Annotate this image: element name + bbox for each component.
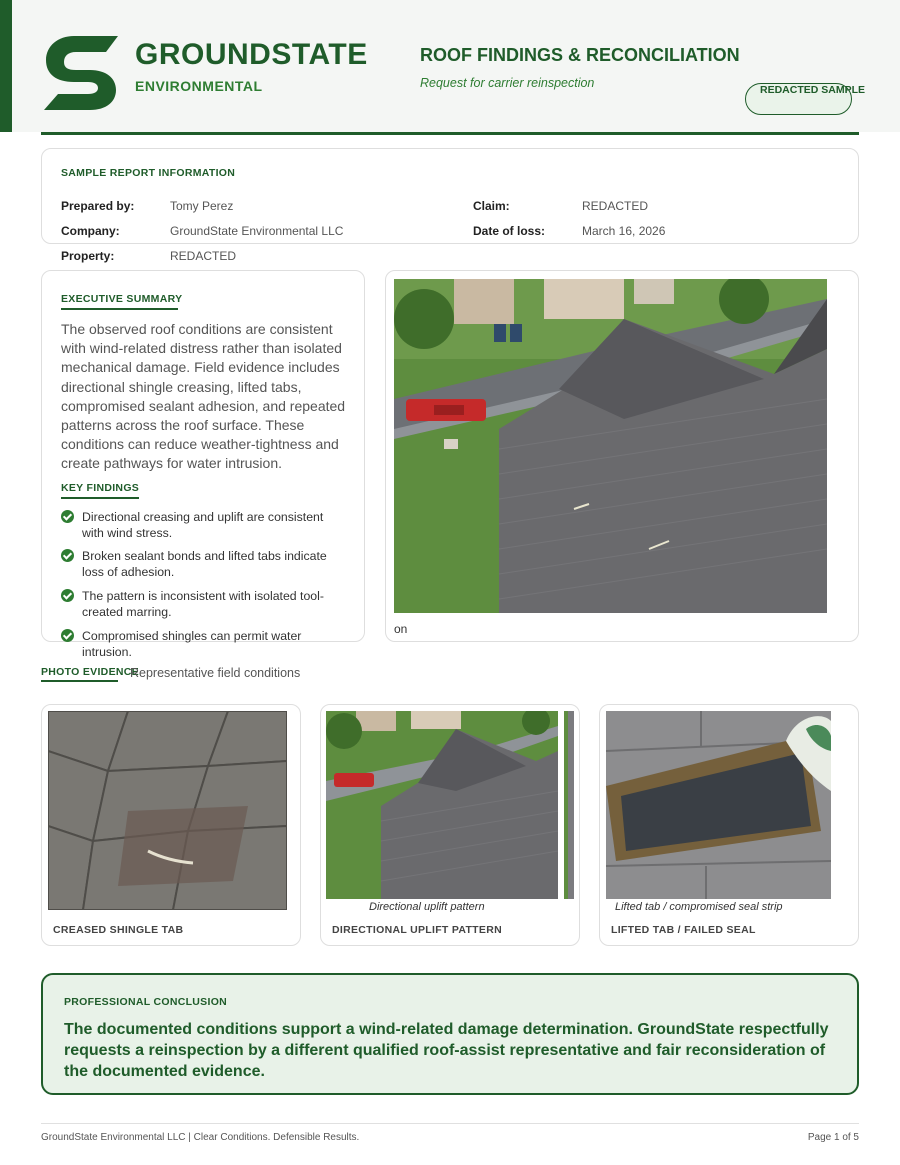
header-divider (41, 132, 859, 135)
document-subtitle: Request for carrier reinspection (420, 76, 595, 90)
photo-inline-caption: Lifted tab / compromised seal strip (615, 901, 783, 912)
photo-label: CREASED SHINGLE TAB (53, 924, 184, 936)
main-photo-caption: on (394, 622, 408, 636)
claim-label: Claim: (473, 199, 510, 213)
document-title: ROOF FINDINGS & RECONCILIATION (420, 45, 740, 65)
directional-uplift-photo (326, 711, 574, 899)
groundstate-logo-icon (40, 32, 120, 112)
check-circle-icon (61, 589, 74, 602)
footer-divider (41, 1123, 859, 1124)
photo-inline-caption: Directional uplift pattern (369, 901, 485, 912)
report-info-card (41, 148, 859, 244)
finding-text: The pattern is inconsistent with isolated tool-created marring. (82, 589, 324, 619)
date-of-loss-value: March 16, 2026 (582, 224, 666, 238)
page-number: Page 1 of 5 (807, 1132, 859, 1143)
professional-conclusion-label: PROFESSIONAL CONCLUSION (64, 996, 228, 1008)
executive-summary-underline (61, 308, 178, 310)
footer-company-tagline: GroundState Environmental LLC | Clear Conditions. Defensible Results. (41, 1132, 360, 1143)
photo-label: DIRECTIONAL UPLIFT PATTERN (332, 924, 502, 936)
left-accent-strip (0, 0, 12, 132)
key-findings-underline (61, 497, 139, 499)
lifted-tab-photo (606, 711, 831, 899)
check-circle-icon (61, 549, 74, 562)
date-of-loss-label: Date of loss: (473, 224, 546, 238)
claim-value: REDACTED (582, 199, 649, 213)
prepared-by-value: Tomy Perez (170, 199, 234, 213)
company-label: Company: (61, 224, 120, 238)
check-circle-icon (61, 629, 74, 642)
executive-summary-text: The observed roof conditions are consistent with wind-related distress rather than isolated mechanical damage. Field evidence includes directional shingle creasing, lifted tabs, compromised sealant adhesion, and repeated patterns across the roof surface. These conditions can reduce weather-tightness and create pathways for water intrusion. (61, 321, 346, 472)
redacted-sample-label: REDACTED SAMPLE (760, 84, 866, 96)
company-value: GroundState Environmental LLC (170, 224, 344, 238)
prepared-by-label: Prepared by: (61, 199, 135, 213)
finding-text: Compromised shingles can permit water intrusion. (82, 629, 302, 659)
brand-name: GROUNDSTATE (135, 38, 368, 71)
key-findings-label: KEY FINDINGS (61, 482, 140, 494)
aerial-roof-photo (394, 279, 827, 613)
photo-evidence-subtitle: Representative field conditions (130, 666, 301, 680)
photo-evidence-label: PHOTO EVIDENCE (41, 666, 139, 678)
finding-text: Broken sealant bonds and lifted tabs indicate loss of adhesion. (82, 549, 327, 579)
property-label: Property: (61, 249, 115, 263)
property-value: REDACTED (170, 249, 237, 263)
photo-label: LIFTED TAB / FAILED SEAL (611, 924, 756, 936)
check-circle-icon (61, 510, 74, 523)
report-info-label: SAMPLE REPORT INFORMATION (61, 167, 236, 179)
finding-text: Directional creasing and uplift are consistent with wind stress. (82, 510, 324, 540)
creased-shingle-photo (48, 711, 287, 910)
brand-subtitle: ENVIRONMENTAL (135, 78, 263, 94)
executive-summary-label: EXECUTIVE SUMMARY (61, 293, 183, 305)
photo-evidence-underline (41, 680, 118, 682)
professional-conclusion-text: The documented conditions support a wind-related damage determination. GroundState respectfully requests a reinspection by a different qualified roof-assist representative and fair reconsideration of the documented evidence. (64, 1021, 829, 1080)
